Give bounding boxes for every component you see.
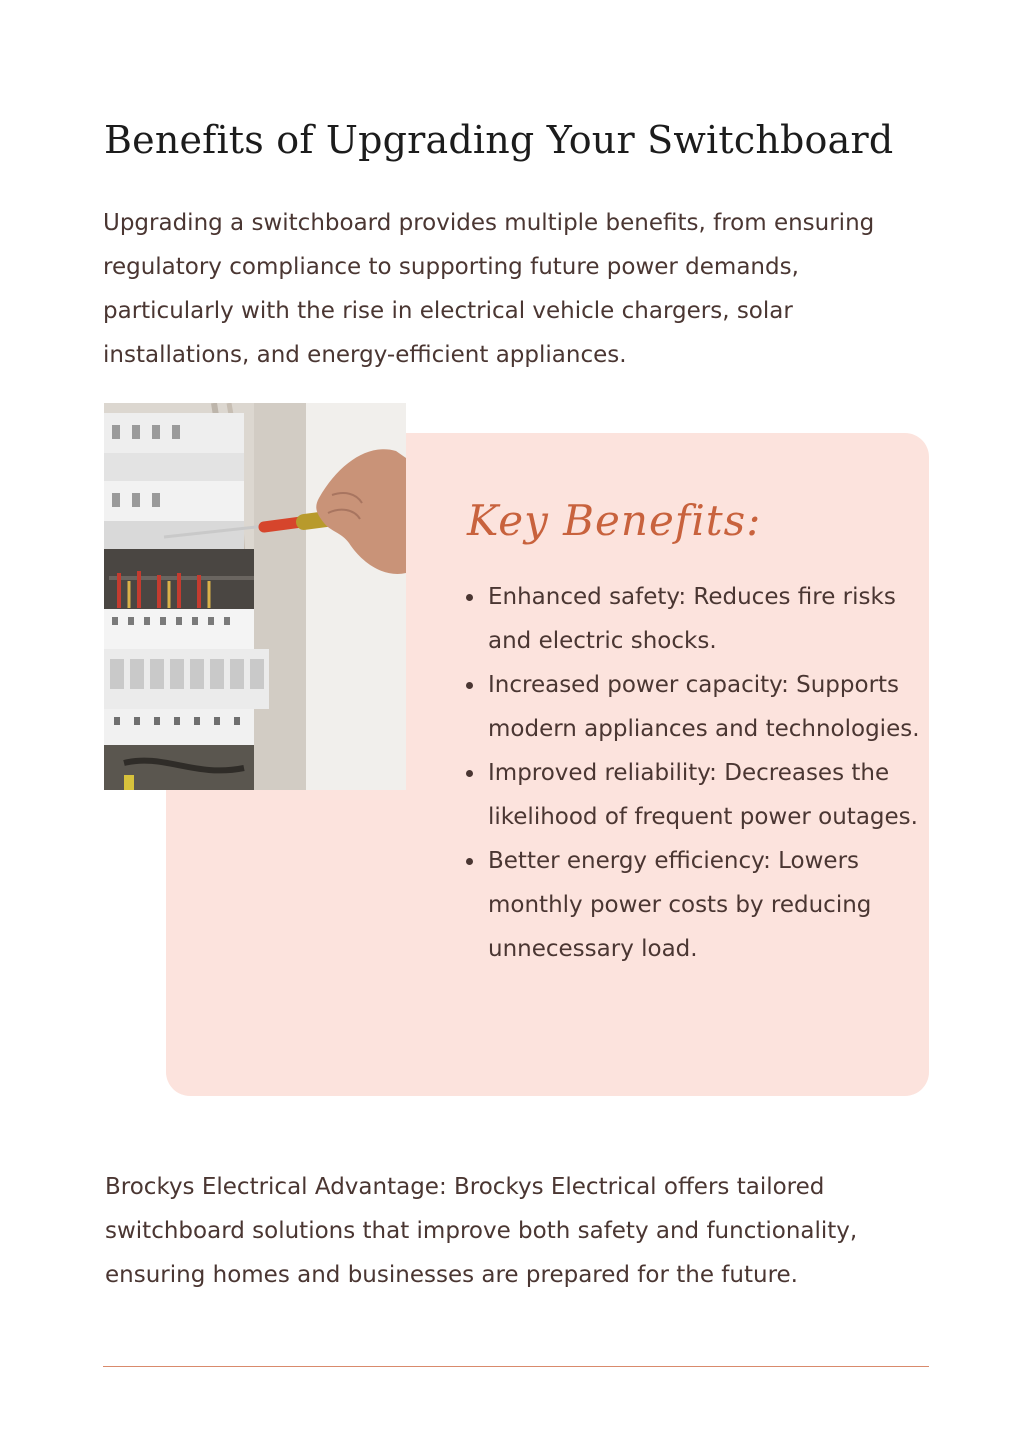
key-benefits-heading-text: Key Benefits:: [467, 496, 762, 545]
footer-divider: [103, 1366, 929, 1367]
benefit-item-capacity: Increased power capacity: Supports modern appliances and technologies.: [463, 663, 925, 751]
benefit-item-efficiency: Better energy efficiency: Lowers monthly power costs by reducing unnecessary load.: [463, 839, 925, 971]
benefit-item-reliability: Improved reliability: Decreases the likelihood of frequent power outages.: [463, 751, 925, 839]
benefit-item-safety: Enhanced safety: Reduces fire risks and electric shocks.: [463, 575, 925, 663]
intro-paragraph: Upgrading a switchboard provides multiple benefits, from ensuring regulatory compliance to supporting future power demands, particularly with the rise in electrical vehicle chargers, solar installations, and energy-efficient appliances.: [103, 210, 875, 368]
advantage-paragraph: Brockys Electrical Advantage: Brockys Electrical offers tailored switchboard solutions that improve both safety and functionality, ensuring homes and businesses are prepared for the future.: [105, 1174, 858, 1288]
switchboard-photo: [104, 403, 406, 790]
key-benefits-heading: [463, 480, 823, 580]
benefits-list: [463, 575, 925, 971]
page-title: Benefits of Upgrading Your Switchboard: [104, 118, 894, 162]
